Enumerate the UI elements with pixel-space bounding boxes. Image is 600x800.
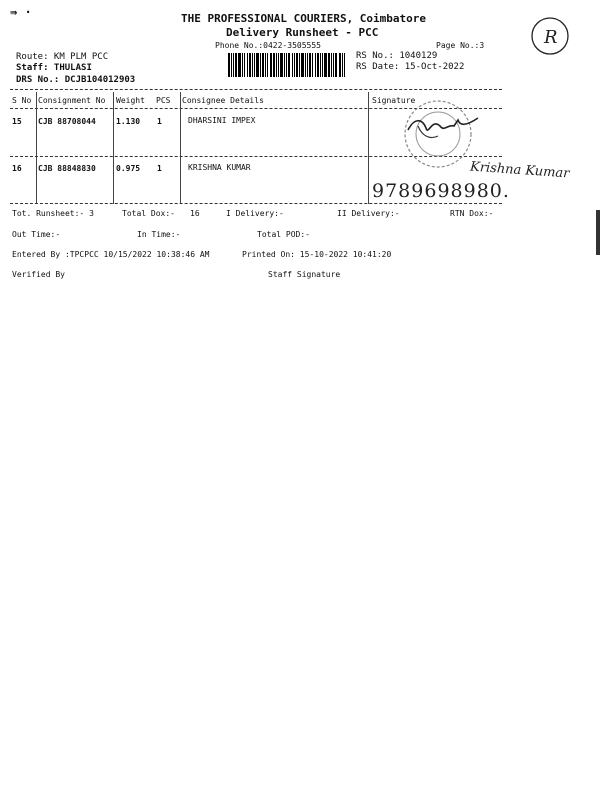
- staff-signature: Staff Signature: [268, 270, 341, 279]
- barcode-bar: [333, 53, 334, 77]
- route: Route: KM PLM PCC: [16, 52, 109, 62]
- barcode-bar: [320, 53, 321, 77]
- rtn-dox: RTN Dox:-: [450, 209, 494, 218]
- verified-by: Verified By: [12, 270, 65, 279]
- circled-mark-icon: [528, 14, 572, 58]
- barcode-bar: [344, 53, 345, 77]
- divider: [10, 89, 502, 90]
- barcode-bar: [328, 53, 330, 77]
- handwritten-phone: 9789698980.: [372, 180, 510, 202]
- barcode-bar: [288, 53, 290, 77]
- barcode-bar: [265, 53, 266, 77]
- barcode-bar: [286, 53, 287, 77]
- barcode-bar: [273, 53, 275, 77]
- document-title: Delivery Runsheet - PCC: [226, 26, 379, 39]
- company-name: THE PROFESSIONAL COURIERS, Coimbatore: [181, 12, 427, 25]
- phone-number: Phone No.:0422-3505555: [215, 41, 321, 50]
- barcode-bar: [262, 53, 264, 77]
- scan-edge: [596, 210, 600, 255]
- barcode-bar: [247, 53, 248, 77]
- barcode-bar: [242, 53, 243, 77]
- col-consignment: Consignment No: [38, 96, 106, 105]
- circled-mark-text: R: [544, 27, 558, 48]
- column-rule: [180, 92, 181, 204]
- barcode-bar: [301, 53, 304, 77]
- row-sno: 15: [12, 117, 22, 126]
- barcode-bar: [267, 53, 268, 77]
- barcode-bar: [270, 53, 272, 77]
- barcode-bar: [260, 53, 261, 77]
- barcode-bar: [309, 53, 311, 77]
- barcode-bar: [324, 53, 327, 77]
- rs-number: RS No.: 1040129: [356, 51, 438, 61]
- column-rule: [368, 92, 369, 204]
- barcode-bar: [292, 53, 293, 77]
- barcode-bar: [339, 53, 341, 77]
- col-consignee: Consignee Details: [182, 96, 264, 105]
- row-consignee: KRISHNA KUMAR: [188, 163, 251, 172]
- page-number: Page No.:3: [436, 41, 485, 50]
- barcode: [228, 53, 348, 77]
- total-dox-label: Total Dox:-: [122, 209, 175, 218]
- rs-date: RS Date: 15-Oct-2022: [356, 62, 465, 72]
- drs-number: DRS No.: DCJB104012903: [16, 75, 136, 85]
- barcode-bar: [335, 53, 337, 77]
- barcode-bar: [296, 53, 298, 77]
- ii-delivery: II Delivery:-: [337, 209, 400, 218]
- col-weight: Weight: [116, 96, 145, 105]
- row-consignment: CJB 88708044: [38, 117, 96, 126]
- barcode-bar: [305, 53, 306, 77]
- barcode-bar: [254, 53, 255, 77]
- row-consignment: CJB 88848830: [38, 164, 96, 173]
- barcode-bar: [256, 53, 259, 77]
- barcode-bar: [235, 53, 237, 77]
- barcode-bar: [233, 53, 234, 77]
- printed-on: Printed On: 15-10-2022 10:41:20: [242, 250, 392, 259]
- barcode-bar: [276, 53, 277, 77]
- barcode-bar: [315, 53, 316, 77]
- scan-mark: ⇛ ·: [10, 5, 32, 19]
- handwritten-name: Krishna Kumar: [469, 159, 570, 182]
- total-runsheet: Tot. Runsheet:- 3: [12, 209, 94, 218]
- col-signature: Signature: [372, 96, 416, 105]
- barcode-bar: [317, 53, 319, 77]
- row-weight: 1.130: [116, 117, 141, 126]
- barcode-bar: [231, 53, 232, 77]
- barcode-bar: [312, 53, 313, 77]
- barcode-bar: [278, 53, 279, 77]
- barcode-bar: [280, 53, 283, 77]
- barcode-bar: [342, 53, 343, 77]
- col-pcs: PCS: [156, 96, 171, 105]
- column-rule: [113, 92, 114, 204]
- barcode-bar: [252, 53, 253, 77]
- row-sno: 16: [12, 164, 22, 173]
- row-weight: 0.975: [116, 164, 141, 173]
- barcode-bar: [284, 53, 285, 77]
- barcode-bar: [331, 53, 332, 77]
- out-time: Out Time:-: [12, 230, 61, 239]
- staff: Staff: THULASI: [16, 63, 92, 73]
- barcode-bar: [244, 53, 245, 77]
- barcode-bar: [307, 53, 308, 77]
- col-sno: S No: [12, 96, 32, 105]
- total-dox-value: 16: [190, 209, 200, 218]
- barcode-bar: [299, 53, 300, 77]
- in-time: In Time:-: [137, 230, 181, 239]
- barcode-bar: [322, 53, 323, 77]
- barcode-bar: [238, 53, 241, 77]
- row-pcs: 1: [157, 117, 162, 126]
- barcode-bar: [249, 53, 251, 77]
- i-delivery: I Delivery:-: [226, 209, 284, 218]
- column-rule: [36, 92, 37, 204]
- barcode-bar: [228, 53, 230, 77]
- row-consignee: DHARSINI IMPEX: [188, 116, 256, 125]
- barcode-bar: [294, 53, 295, 77]
- entered-by: Entered By :TPCPCC 10/15/2022 10:38:46 AM: [12, 250, 210, 259]
- row-pcs: 1: [157, 164, 162, 173]
- total-pod: Total POD:-: [257, 230, 310, 239]
